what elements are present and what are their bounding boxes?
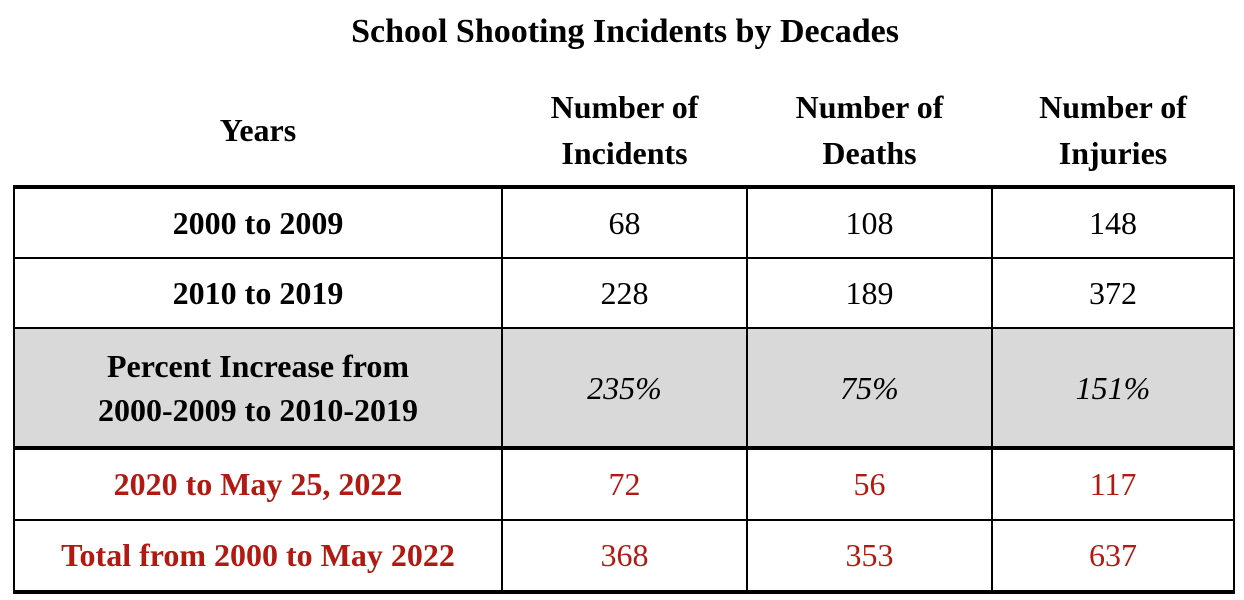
injuries-cell: 151% bbox=[992, 328, 1234, 448]
table-row bbox=[14, 187, 1234, 258]
row-label bbox=[14, 328, 502, 448]
injuries-cell: 117 bbox=[992, 448, 1234, 520]
header-years-text: Years bbox=[219, 112, 297, 148]
percent-increase-row bbox=[14, 328, 1234, 448]
header-deaths bbox=[747, 75, 992, 187]
header-incidents-line1: Number of bbox=[550, 89, 699, 125]
injuries-cell: 637 bbox=[992, 520, 1234, 592]
header-incidents bbox=[502, 75, 747, 187]
header-injuries-line2: Injuries bbox=[1058, 135, 1168, 171]
deaths-cell: 189 bbox=[747, 258, 992, 328]
total-row bbox=[14, 520, 1234, 592]
header-deaths-line1: Number of bbox=[795, 89, 944, 125]
header-years bbox=[14, 75, 502, 187]
row-label: Total from 2000 to May 2022 bbox=[14, 520, 502, 592]
header-injuries-line1: Number of bbox=[1039, 89, 1187, 125]
header-deaths-line2: Deaths bbox=[822, 135, 917, 171]
header-injuries bbox=[992, 75, 1234, 187]
incidents-cell: 72 bbox=[502, 448, 747, 520]
table-row bbox=[14, 448, 1234, 520]
row-label: 2000 to 2009 bbox=[14, 187, 502, 258]
deaths-cell: 56 bbox=[747, 448, 992, 520]
incidents-table bbox=[13, 75, 1235, 594]
incidents-cell: 235% bbox=[502, 328, 747, 448]
table-row bbox=[14, 258, 1234, 328]
row-label: 2020 to May 25, 2022 bbox=[14, 448, 502, 520]
row-label: 2010 to 2019 bbox=[14, 258, 502, 328]
deaths-cell: 75% bbox=[747, 328, 992, 448]
header-row bbox=[14, 75, 1234, 187]
incidents-cell: 228 bbox=[502, 258, 747, 328]
deaths-cell: 108 bbox=[747, 187, 992, 258]
header-incidents-line2: Incidents bbox=[561, 135, 688, 171]
incidents-cell: 368 bbox=[502, 520, 747, 592]
percent-label-line1: Percent Increase from bbox=[106, 347, 410, 384]
incidents-cell: 68 bbox=[502, 187, 747, 258]
injuries-cell: 372 bbox=[992, 258, 1234, 328]
percent-label-line2: 2000-2009 to 2010-2019 bbox=[98, 391, 418, 428]
deaths-cell: 353 bbox=[747, 520, 992, 592]
injuries-cell: 148 bbox=[992, 187, 1234, 258]
table-title: School Shooting Incidents by Decades bbox=[351, 13, 899, 50]
